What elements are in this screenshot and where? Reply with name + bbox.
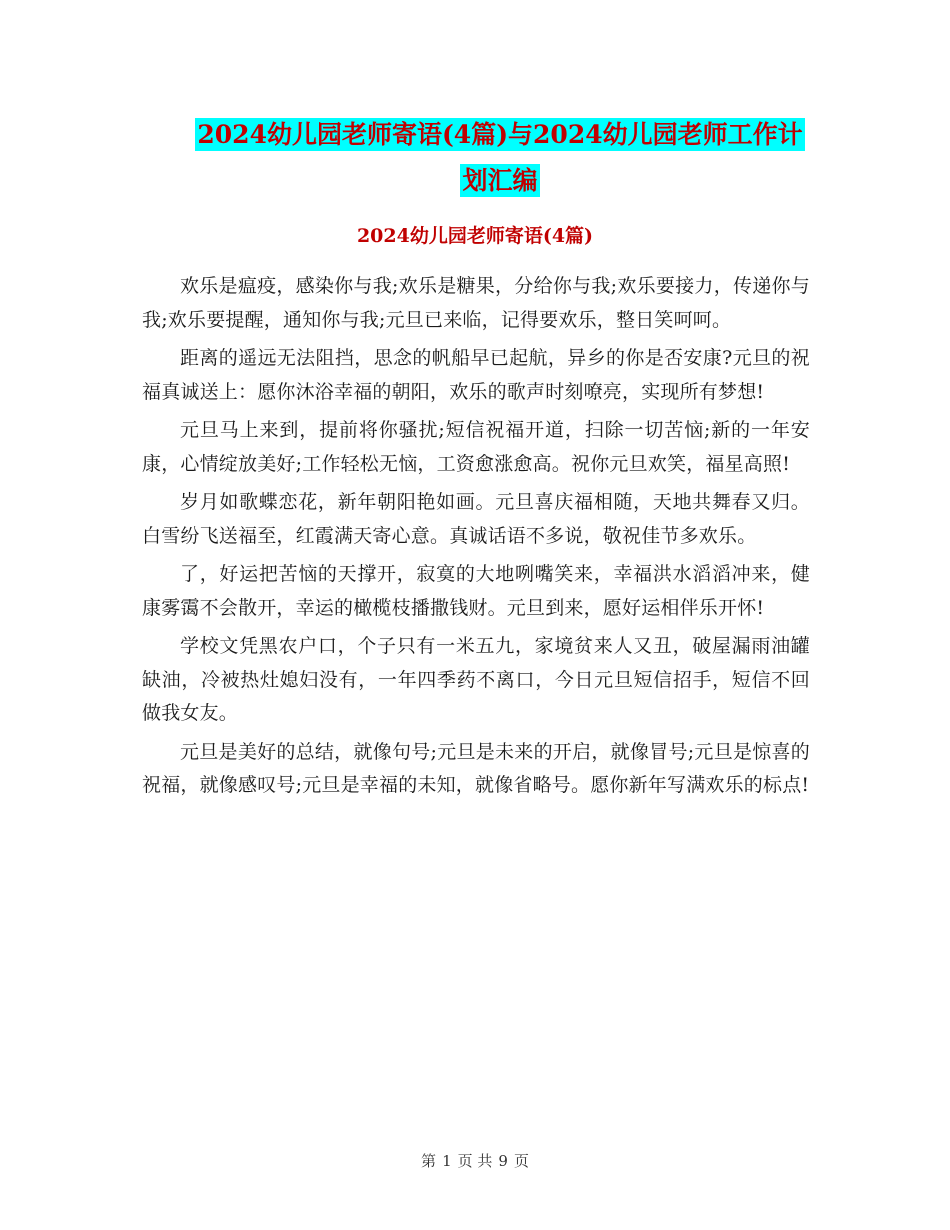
footer-prefix: 第 — [421, 1152, 437, 1170]
footer-page-number: 1 — [442, 1152, 452, 1170]
document-title-line2: 划汇编 — [462, 166, 538, 195]
document-title-line1: 2024幼儿园老师寄语(4篇)与2024幼儿园老师工作计 — [197, 120, 803, 149]
section-title: 2024幼儿园老师寄语(4篇) — [356, 225, 594, 247]
paragraph-6: 学校文凭黑农户口，个子只有一米五九，家境贫来人又丑，破屋漏雨油罐缺油，冷被热灶媳妇没有，一年四季药不离口，今日元旦短信招手，短信不回做我女友。 — [142, 635, 810, 724]
footer-total-pages: 9 — [498, 1152, 508, 1170]
paragraph-2: 距离的遥远无法阻挡，思念的帆船早已起航，异乡的你是否安康?元旦的祝福真诚送上：愿你沐浴幸福的朝阳，欢乐的歌声时刻嘹亮，实现所有梦想! — [142, 347, 810, 403]
page-footer — [0, 1150, 950, 1171]
paragraph-3: 元旦马上来到，提前将你骚扰;短信祝福开道，扫除一切苦恼;新的一年安康，心情绽放美好;工作轻松无恼，工资愈涨愈高。祝你元旦欢笑，福星高照! — [142, 419, 810, 475]
footer-middle: 页 共 — [457, 1152, 493, 1170]
paragraph-1: 欢乐是瘟疫，感染你与我;欢乐是糖果，分给你与我;欢乐要接力，传递你与我;欢乐要提醒，通知你与我;元旦已来临，记得要欢乐，整日笑呵呵。 — [142, 275, 810, 331]
footer-suffix: 页 — [513, 1152, 529, 1170]
paragraph-4: 岁月如歌蝶恋花，新年朝阳艳如画。元旦喜庆福相随，天地共舞春又归。白雪纷飞送福至，红霞满天寄心意。真诚话语不多说，敬祝佳节多欢乐。 — [142, 491, 810, 547]
paragraph-5: 了，好运把苦恼的天撑开，寂寞的大地咧嘴笑来，幸福洪水滔滔冲来，健康雾霭不会散开，幸运的橄榄枝播撒钱财。元旦到来，愿好运相伴乐开怀! — [142, 563, 810, 619]
document-body — [142, 270, 810, 808]
paragraph-7: 元旦是美好的总结，就像句号;元旦是未来的开启，就像冒号;元旦是惊喜的祝福，就像感叹号;元旦是幸福的未知，就像省略号。愿你新年写满欢乐的标点! — [142, 740, 810, 796]
document-title — [180, 112, 820, 204]
